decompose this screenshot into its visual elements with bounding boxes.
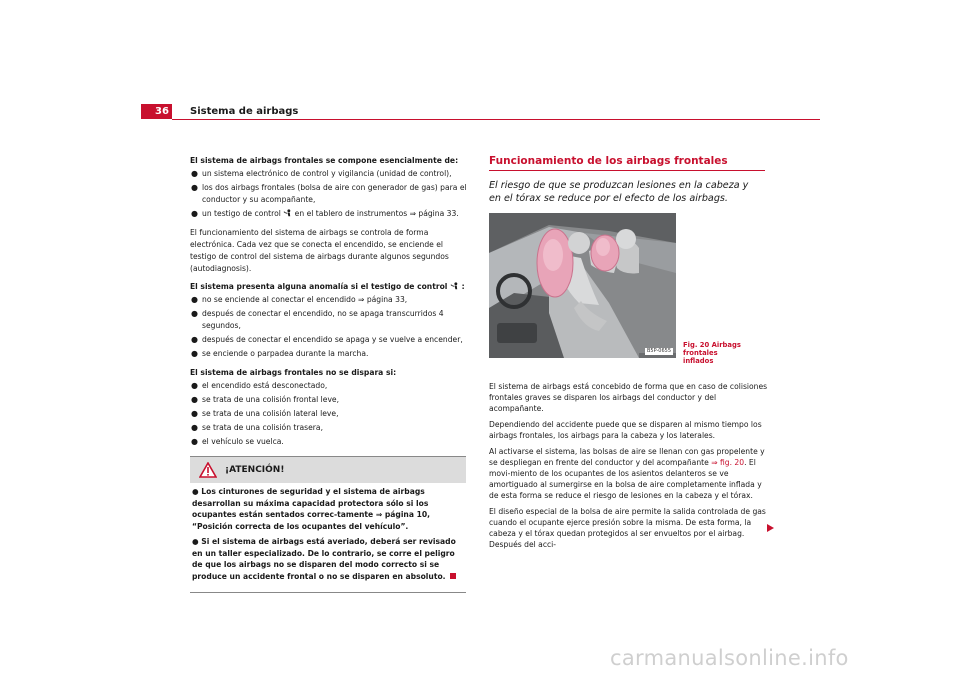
list-item: ● el vehículo se vuelca. bbox=[191, 437, 284, 446]
list-item: ● se trata de una colisión lateral leve, bbox=[191, 409, 339, 418]
functioning-paragraph: El funcionamiento del sistema de airbags se controla de forma electrónica. Cada vez que se conecta el encendido, se enciende el testigo de control del sistema de airbags durante algunos segundos (autodiagnosis). bbox=[190, 228, 449, 273]
bullet-icon: ● bbox=[191, 381, 198, 390]
warning-item: ● Los cinturones de seguridad y el sistema de airbags desarrollan su máxima capacidad protectora sólo si los ocupantes están sentados correc-tamente ⇒ página 10, “Posición correcta de los ocupantes del vehículo”. bbox=[192, 487, 431, 531]
running-title: Sistema de airbags bbox=[190, 106, 299, 117]
section-title: Funcionamiento de los airbags frontales bbox=[489, 155, 728, 167]
section-rule bbox=[489, 170, 765, 171]
header-rule bbox=[172, 119, 820, 120]
page-number: 36 bbox=[155, 106, 169, 117]
warning-title: ¡ATENCIÓN! bbox=[225, 465, 285, 475]
warning-header bbox=[190, 457, 466, 483]
airbag-illustration bbox=[489, 213, 676, 358]
figure-code: B5P-0655 bbox=[646, 348, 671, 354]
bullet-icon: ● bbox=[191, 423, 198, 432]
list-item: ● se trata de una colisión frontal leve, bbox=[191, 395, 340, 404]
warning-triangle-icon bbox=[199, 462, 217, 478]
right-column bbox=[489, 154, 771, 205]
bullet-icon: ● bbox=[191, 349, 198, 358]
list-item: ● se enciende o parpadea durante la marcha. bbox=[191, 349, 369, 358]
paragraph: El sistema de airbags está concebido de forma que en caso de colisiones frontales graves se disparen los airbags del conductor y del acompañante. bbox=[489, 382, 768, 413]
list-item: ● los dos airbags frontales (bolsa de aire con generador de gas) para el conductor y su acompañante, bbox=[191, 183, 467, 204]
anomaly-lead: El sistema presenta alguna anomalía si el testigo de control : bbox=[190, 282, 465, 291]
paragraph: Dependiendo del accidente puede que se disparen al mismo tiempo los airbags frontales, los airbags para la cabeza y los laterales. bbox=[489, 420, 762, 440]
continue-arrow-icon bbox=[767, 524, 774, 532]
no-deploy-list bbox=[190, 380, 470, 448]
list-item: ● después de conectar el encendido, no se apaga transcurridos 4 segundos, bbox=[191, 309, 444, 330]
bullet-icon: ● bbox=[191, 295, 198, 304]
paragraph: Al activarse el sistema, las bolsas de aire se llenan con gas propelente y se despliegan en frente del conductor y del acompañante ⇒ fig. 20. El movi-miento de los ocupantes de los asientos delanteros se ve amortiguado al sumergirse en la bolsa de aire completamente inflada y de esta forma se reduce el riesgo de lesiones en la cabeza y el tórax. bbox=[489, 447, 765, 500]
airbag-warning-light-icon bbox=[283, 209, 292, 218]
paragraph: El diseño especial de la bolsa de aire permite la salida controlada de gas cuando el ocupante ejerce presión sobre la misma. De esta forma, la cabeza y el tórax quedan protegidos al ser envueltos por el airbag. Después del acci- bbox=[489, 507, 766, 549]
bullet-icon: ● bbox=[192, 537, 202, 546]
bullet-icon: ● bbox=[191, 309, 198, 318]
bullet-icon: ● bbox=[191, 335, 198, 344]
list-item: ● un testigo de control en el tablero de instrumentos ⇒ página 33. bbox=[191, 209, 459, 218]
list-item: ● no se enciende al conectar el encendido ⇒ página 33, bbox=[191, 295, 408, 304]
bullet-icon: ● bbox=[191, 183, 198, 192]
list-item: ● el encendido está desconectado, bbox=[191, 381, 328, 390]
section-subtitle: El riesgo de que se produzcan lesiones en la cabeza y en el tórax se reduce por el efecto de los airbags. bbox=[489, 180, 749, 204]
components-lead: El sistema de airbags frontales se compone esencialmente de: bbox=[190, 156, 459, 165]
watermark: carmanualsonline.info bbox=[610, 646, 849, 670]
airbag-figure bbox=[489, 213, 676, 358]
list-item: ● se trata de una colisión trasera, bbox=[191, 423, 323, 432]
bullet-icon: ● bbox=[192, 487, 202, 496]
anomaly-list bbox=[190, 294, 470, 360]
bullet-icon: ● bbox=[191, 209, 198, 218]
no-deploy-lead: El sistema de airbags frontales no se dispara si: bbox=[190, 368, 397, 377]
airbag-warning-light-icon bbox=[450, 282, 459, 291]
warning-body bbox=[190, 483, 466, 592]
warning-item: ● Si el sistema de airbags está averiado, deberá ser revisado en un taller especializado. De lo contrario, se corre el peligro de que los airbags no se disparen del modo correcto si se produce un accidente frontal o no se disparen en absoluto. bbox=[192, 537, 456, 581]
warning-box bbox=[190, 456, 466, 593]
components-list bbox=[190, 168, 470, 220]
bullet-icon: ● bbox=[191, 169, 198, 178]
list-item: ● un sistema electrónico de control y vigilancia (unidad de control), bbox=[191, 169, 452, 178]
figure-reference-link[interactable]: ⇒ fig. 20 bbox=[711, 458, 745, 467]
right-body bbox=[489, 381, 771, 555]
list-item: ● después de conectar el encendido se apaga y se vuelve a encender, bbox=[191, 335, 463, 344]
section-end-mark-icon bbox=[450, 573, 456, 579]
bullet-icon: ● bbox=[191, 395, 198, 404]
bullet-icon: ● bbox=[191, 437, 198, 446]
figure-caption: Fig. 20 Airbags frontales inflados bbox=[683, 341, 741, 365]
left-column bbox=[190, 155, 470, 593]
bullet-icon: ● bbox=[191, 409, 198, 418]
